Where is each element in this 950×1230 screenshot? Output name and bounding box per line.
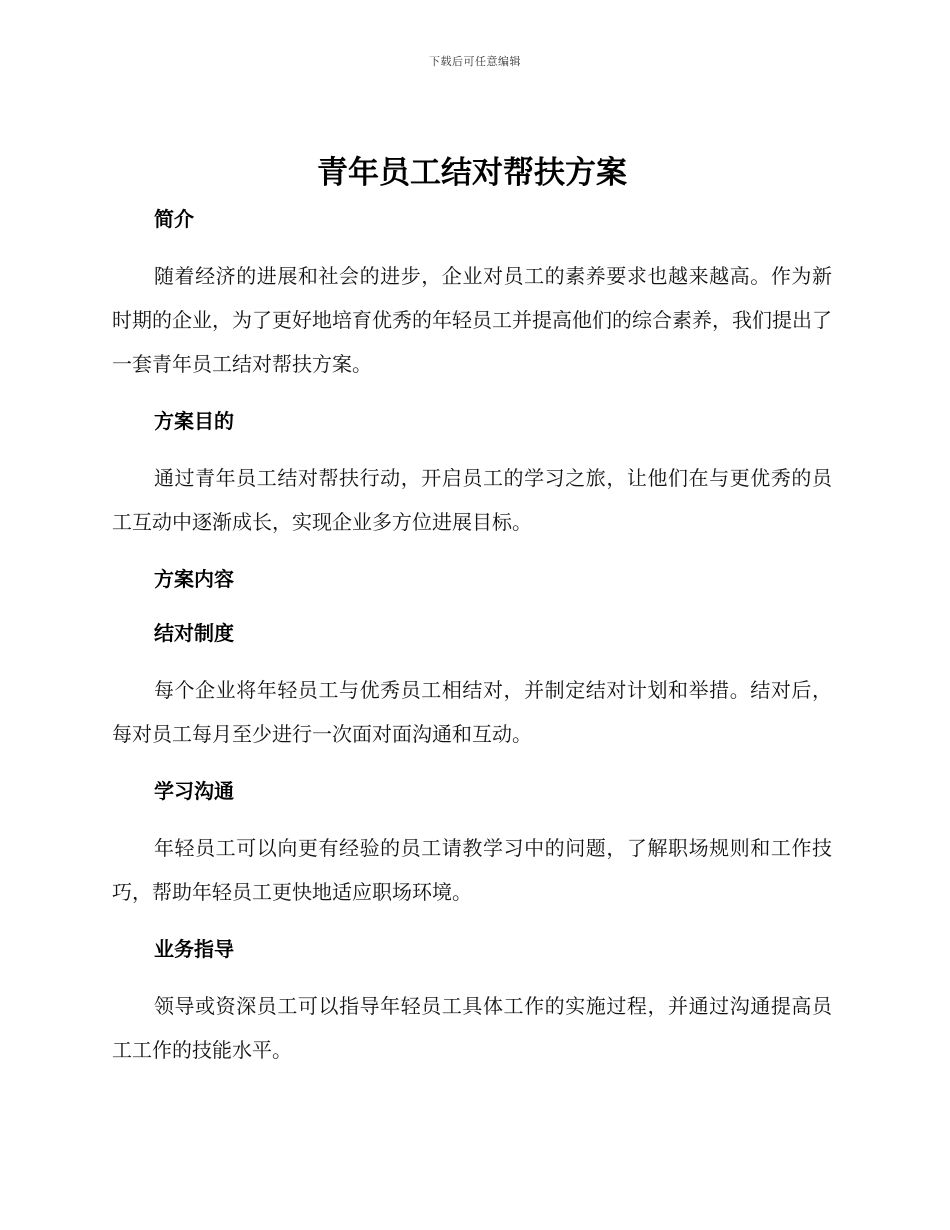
section-text-intro: 随着经济的进展和社会的进步，企业对员工的素养要求也越来越高。作为新时期的企业，为了更好地培育优秀的年轻员工并提高他们的综合素养，我们提出了一套青年员工结对帮扶方案。: [112, 264, 832, 376]
section-text-guidance: 领导或资深员工可以指导年轻员工具体工作的实施过程，并通过沟通提高员工工作的技能水平。: [112, 994, 832, 1062]
document-title: 青年员工结对帮扶方案: [317, 155, 627, 191]
section-heading-study: 学习沟通: [154, 779, 234, 803]
section-text-pairing: 每个企业将年轻员工与优秀员工相结对，并制定结对计划和举措。结对后，每对员工每月至少进行一次面对面沟通和互动。: [112, 678, 832, 746]
section-text-purpose: 通过青年员工结对帮扶行动，开启员工的学习之旅，让他们在与更优秀的员工互动中逐渐成长，实现企业多方位进展目标。: [112, 466, 832, 534]
section-text-study: 年轻员工可以向更有经验的员工请教学习中的问题，了解职场规则和工作技巧，帮助年轻员工更快地适应职场环境。: [112, 836, 832, 904]
section-heading-purpose: 方案目的: [154, 409, 234, 433]
document-body: [112, 148, 832, 1072]
section-heading-intro: 简介: [154, 207, 194, 231]
section-heading-guidance: 业务指导: [154, 937, 234, 961]
section-heading-content: 方案内容: [154, 567, 234, 591]
header-note: 下载后可任意编辑: [429, 55, 521, 68]
section-heading-pairing: 结对制度: [154, 621, 234, 645]
